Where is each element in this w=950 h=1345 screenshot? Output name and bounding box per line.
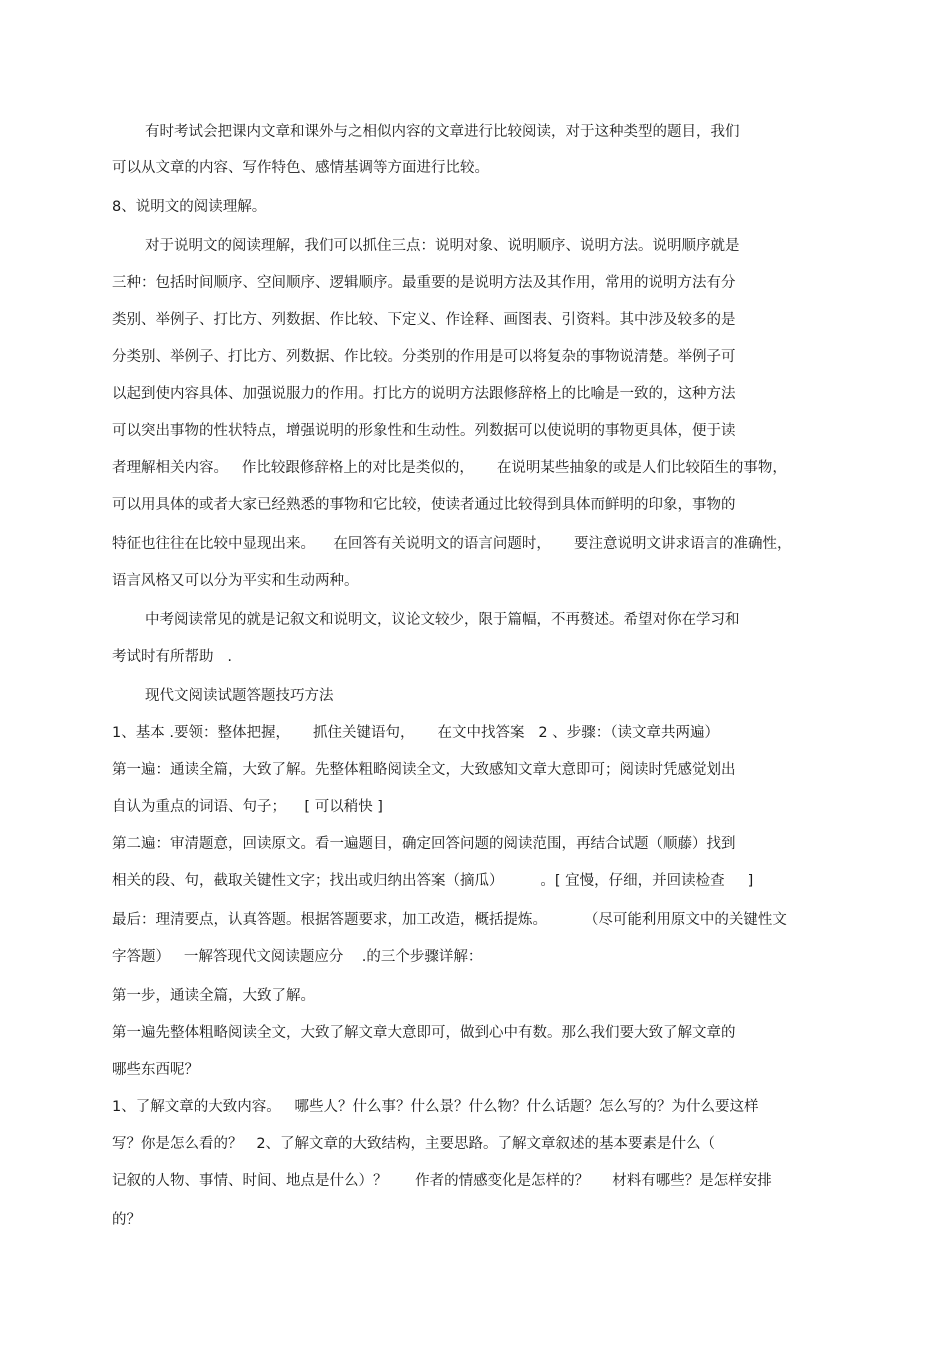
paragraph-line: 哪些东西呢？ [112,1062,199,1078]
paragraph-line: 分类别、举例子、打比方、列数据、作比较。分类别的作用是可以将复杂的事物说清楚。举例子可 [112,349,736,365]
paragraph-line: 可以用具体的或者大家已经熟悉的事物和它比较，使读者通过比较得到具体而鲜明的印象，事物的 [112,497,736,513]
paragraph-line: 第一遍：通读全篇，大致了解。先整体粗略阅读全文，大致感知文章大意即可；阅读时凭感觉划出 [112,762,736,778]
paragraph-line: 以起到使内容具体、加强说服力的作用。打比方的说明方法跟修辞格上的比喻是一致的，这种方法 [112,386,736,402]
paragraph-line: 考试时有所帮助 . [112,649,232,665]
paragraph-line: 语言风格又可以分为平实和生动两种。 [112,573,359,589]
section-heading: 8、说明文的阅读理解。 [112,199,267,215]
paragraph-line: 相关的段、句，截取关键性文字；找出或归纳出答案（摘瓜） 。[ 宜慢，仔细，并回读检查 ] [112,873,754,889]
paragraph-line: 字答题） 一解答现代文阅读题应分 .的三个步骤详解： [112,949,483,965]
paragraph-line: 写？你是怎么看的？ 2、了解文章的大致结构，主要思路。了解文章叙述的基本要素是什么（ [112,1136,716,1152]
paragraph-line: 的？ [112,1212,141,1228]
paragraph-line: 可以从文章的内容、写作特色、感情基调等方面进行比较。 [112,160,489,176]
paragraph-line: 第一遍先整体粗略阅读全文，大致了解文章大意即可，做到心中有数。那么我们要大致了解文章的 [112,1025,736,1041]
paragraph-line: 中考阅读常见的就是记叙文和说明文，议论文较少，限于篇幅，不再赘述。希望对你在学习和 [145,612,740,628]
paragraph-line: 对于说明文的阅读理解，我们可以抓住三点：说明对象、说明顺序、说明方法。说明顺序就是 [145,238,740,254]
paragraph-line: 可以突出事物的性状特点，增强说明的形象性和生动性。列数据可以使说明的事物更具体，便于读 [112,423,736,439]
paragraph-line: 第一步，通读全篇，大致了解。 [112,988,315,1004]
paragraph-line: 1、基本 .要领：整体把握， 抓住关键语句， 在文中找答案 2 、步骤：（读文章共两遍） [112,725,719,741]
paragraph-line: 最后：理清要点，认真答题。根据答题要求，加工改造，概括提炼。 （尽可能利用原文中的关键性文 [112,912,787,928]
paragraph-line: 有时考试会把课内文章和课外与之相似内容的文章进行比较阅读，对于这种类型的题目，我们 [145,124,740,140]
paragraph-line: 类别、举例子、打比方、列数据、作比较、下定义、作诠释、画图表、引资料。其中涉及较多的是 [112,312,736,328]
paragraph-line: 自认为重点的词语、句子； [ 可以稍快 ] [112,799,383,815]
paragraph-line: 第二遍：审清题意，回读原文。看一遍题目，确定回答问题的阅读范围，再结合试题（顺藤）找到 [112,836,736,852]
paragraph-line: 三种：包括时间顺序、空间顺序、逻辑顺序。最重要的是说明方法及其作用，常用的说明方法有分 [112,275,736,291]
paragraph-line: 1、了解文章的大致内容。 哪些人？什么事？什么景？什么物？什么话题？怎么写的？为什么要这样 [112,1099,759,1115]
paragraph-line: 记叙的人物、事情、时间、地点是什么）？ 作者的情感变化是怎样的？ 材料有哪些？是怎样安排 [112,1173,772,1189]
paragraph-line: 者理解相关内容。 作比较跟修辞格上的对比是类似的， 在说明某些抽象的或是人们比较陌生的事物， [112,460,787,476]
paragraph-line: 特征也往往在比较中显现出来。 在回答有关说明文的语言问题时， 要注意说明文讲求语言的准确性， [112,536,792,552]
section-title: 现代文阅读试题答题技巧方法 [145,688,334,704]
